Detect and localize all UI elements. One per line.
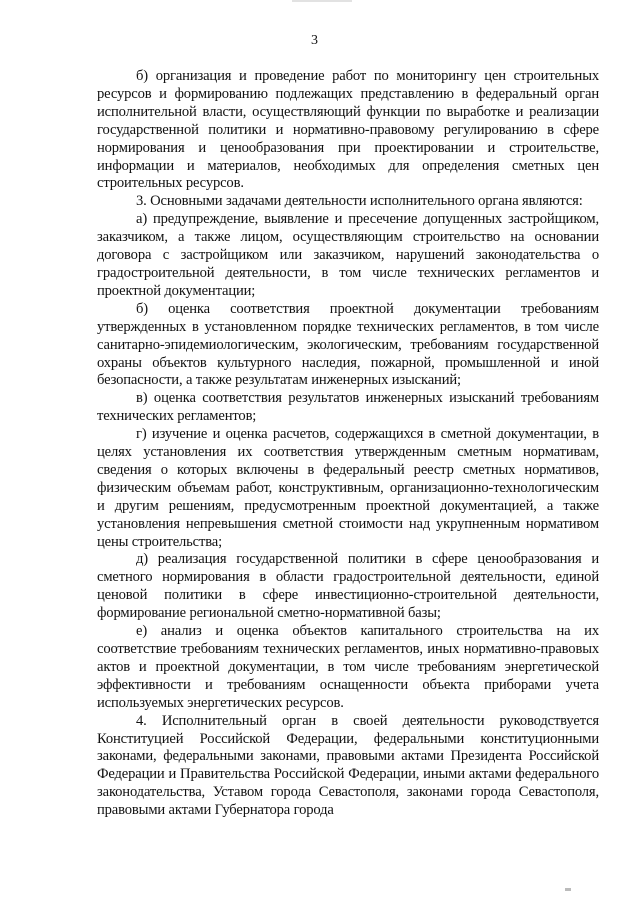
paragraph-d-pricing-policy: д) реализация государственной политики в сфере ценообразования и сметного нормирования в области градостроительной деятельности, единой ценовой политики в сфере инвестиционно-строительной деятельности, формирование региональной сметно-нормативной базы; <box>97 551 599 622</box>
paragraph-b-assessment: б) оценка соответствия проектной документации требованиям утвержденных в установленном порядке технических регламентов, в том числе санитарно-эпидемиологическим, экологическим, требованиям государственной охраны объектов культурного наследия, пожарной, промышленной и иной безопасности, а также результатам инженерных изысканий; <box>97 300 599 389</box>
scan-artifact <box>565 888 571 891</box>
paragraph-4-legal-basis: 4. Исполнительный орган в своей деятельности руководствуется Конституцией Российской Федерации, федеральными конституционными законами, федеральными законами, правовыми актами Президента Российской Федерации и Правительства Российской Федерации, иными актами федерального законодательства, Уставом города Севастополя, законами города Севастополя, правовыми актами Губернатора города <box>97 712 599 819</box>
paragraph-g-estimates: г) изучение и оценка расчетов, содержащихся в сметной документации, в целях установления их соответствия утвержденным сметным нормативам, сведения о которых включены в федеральный реестр сметных нормативов, физическим объемам работ, конструктивным, организационно-технологическим и другим решениям, предусмотренным проектной документацией, а также установления непревышения сметной стоимости над укрупненным нормативом цены строительства; <box>97 426 599 550</box>
scan-artifact <box>292 0 352 2</box>
paragraph-b-monitoring: б) организация и проведение работ по мониторингу цен строительных ресурсов и формированию подлежащих представлению в федеральный орган исполнительной власти, осуществляющий функции по выработке и реализации государственной политики и нормативно-правовому регулированию в сфере нормирования и ценообразования при проектировании и строительстве, информации и материалов, необходимых для определения сметных цен строительных ресурсов. <box>97 68 599 192</box>
document-body <box>97 68 599 820</box>
paragraph-a-prevention: а) предупреждение, выявление и пресечение допущенных застройщиком, заказчиком, а также лицом, осуществляющим строительство на основании договора с застройщиком или заказчиком, нарушений законодательства о градостроительной деятельности, в том числе технических регламентов и проектной документации; <box>97 211 599 299</box>
paragraph-3-tasks: 3. Основными задачами деятельности исполнительного органа являются: <box>136 193 583 210</box>
page-number: 3 <box>311 33 318 48</box>
paragraph-v-surveys: в) оценка соответствия результатов инженерных изысканий требованиям технических регламентов; <box>97 390 599 425</box>
paragraph-e-analysis: е) анализ и оценка объектов капитального строительства на их соответствие требованиям технических регламентов, иных нормативно-правовых актов и проектной документации, в том числе требованиям энергетической эффективности и требованиям оснащенности объекта приборами учета используемых энергетических ресурсов. <box>97 623 599 711</box>
